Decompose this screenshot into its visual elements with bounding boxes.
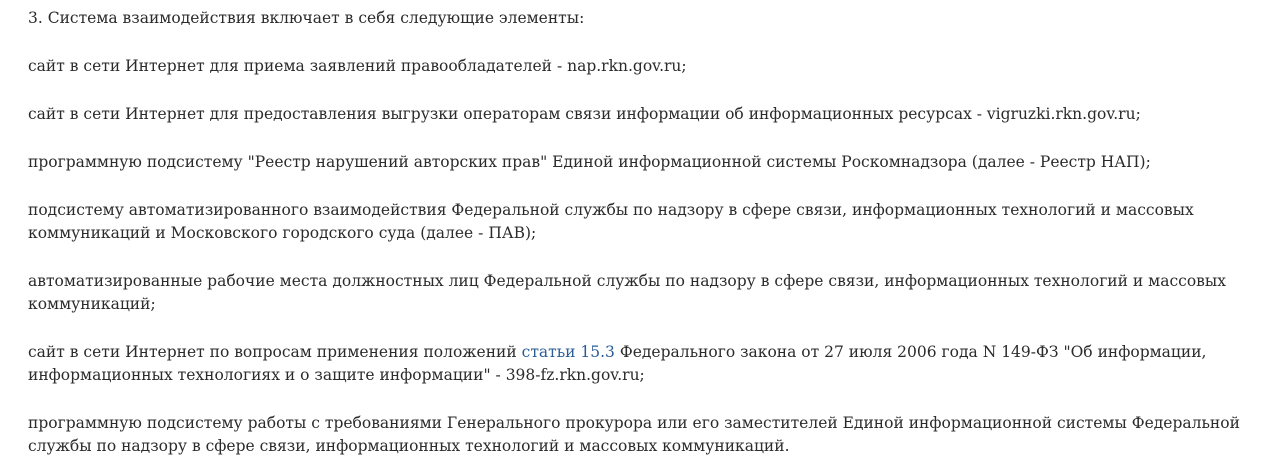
article-15-3-link[interactable]: статьи 15.3 <box>521 343 615 361</box>
list-item-398fz-text-before: сайт в сети Интернет по вопросам применения положений <box>28 343 522 361</box>
list-item-398fz-text-after: Федерального закона от 27 июля 2006 года N 149-ФЗ "Об информации, информационных технологиях и о защите информации" - 398-fz.rkn.gov.ru; <box>28 343 1207 384</box>
list-item-nap-registry: программную подсистему "Реестр нарушений авторских прав" Единой информационной системы Роскомнадзора (далее - Реестр НАП); <box>28 153 1151 171</box>
list-item-workstations: автоматизированные рабочие места должностных лиц Федеральной службы по надзору в сфере связи, информационных технологий и массовых коммуникаций; <box>28 272 1226 313</box>
list-item-vigruzki-site: сайт в сети Интернет для предоставления выгрузки операторам связи информации об информационных ресурсах - vigruzki.rkn.gov.ru; <box>28 105 1141 123</box>
list-item-nap-site: сайт в сети Интернет для приема заявлений правообладателей - nap.rkn.gov.ru; <box>28 57 687 75</box>
list-item-pav-subsystem: подсистему автоматизированного взаимодействия Федеральной службы по надзору в сфере связи, информационных технологий и массовых коммуникаций и Московского городского суда (далее - ПАВ); <box>28 201 1194 242</box>
intro-paragraph: 3. Система взаимодействия включает в себя следующие элементы: <box>28 9 585 27</box>
list-item-prosecutor-subsystem: программную подсистему работы с требованиями Генерального прокурора или его заместителей Единой информационной системы Федеральной службы по надзору в сфере связи, информационных технологий и массовых коммуникаций. <box>28 414 1240 455</box>
list-item-398fz-site <box>28 341 1260 387</box>
